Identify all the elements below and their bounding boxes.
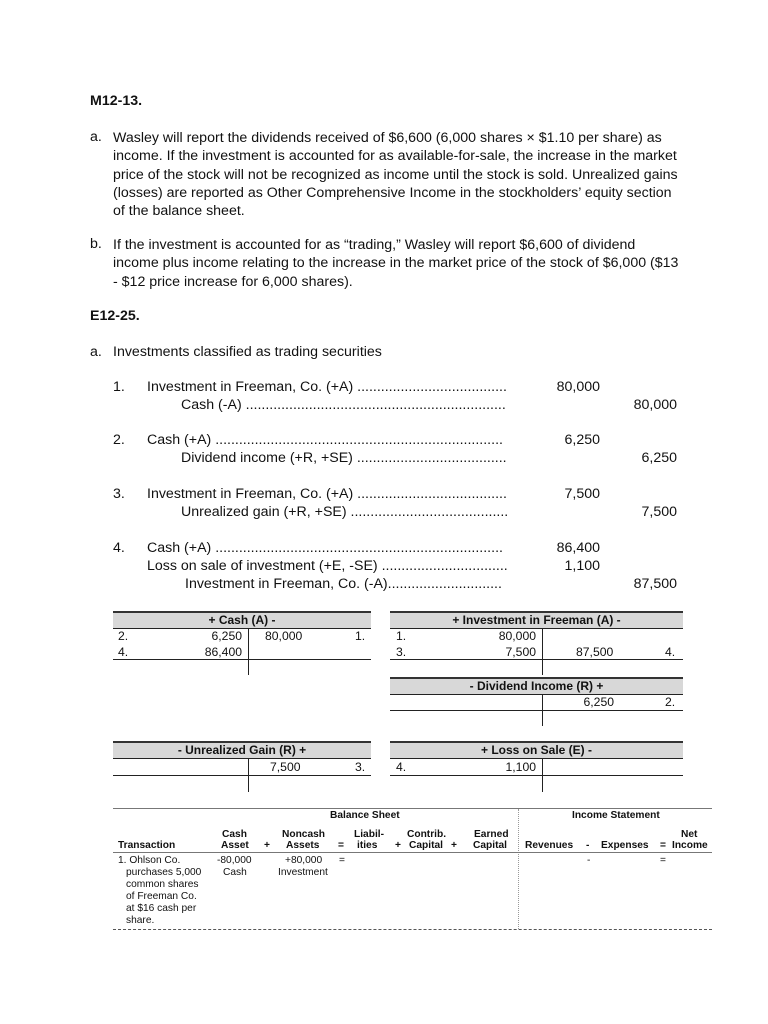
t-account-cash-title: + Cash (A) - xyxy=(113,611,371,628)
t-ref: 4. xyxy=(118,645,129,659)
col-plus-2: + xyxy=(395,840,401,851)
noncash-effect-note: Investment xyxy=(278,867,328,878)
effects-top-rule xyxy=(113,808,712,809)
t-account-rule xyxy=(113,775,371,776)
entry-debit-amount: 6,250 xyxy=(564,432,600,448)
minus-sign: - xyxy=(587,855,591,866)
col-net-income-2: Income xyxy=(672,840,708,851)
noncash-effect: +80,000 xyxy=(285,855,323,866)
t-credit: 7,500 xyxy=(270,760,301,774)
col-liabilities-2: ities xyxy=(357,840,378,851)
t-account-divider xyxy=(248,628,249,675)
t-ref: 3. xyxy=(355,760,366,774)
t-account-dividend-title: - Dividend Income (R) + xyxy=(390,677,683,694)
t-account-rule xyxy=(113,758,371,759)
entry-debit-account: Cash (+A) ......................................................................... xyxy=(147,540,503,556)
entry-credit-account: Dividend income (+R, +SE) ...................................... xyxy=(181,450,507,466)
col-cash-2: Asset xyxy=(221,840,249,851)
t-ref: 2. xyxy=(665,695,676,709)
t-account-rule xyxy=(390,659,683,660)
entry-number: 3. xyxy=(113,486,125,502)
t-credit: 80,000 xyxy=(265,629,303,643)
m1213-a-letter: a. xyxy=(90,129,102,145)
col-liabilities-1: Liabil- xyxy=(354,829,384,840)
t-account-rule xyxy=(113,628,371,629)
m1213-heading: M12-13. xyxy=(90,93,143,109)
t-account-loss-title: + Loss on Sale (E) - xyxy=(390,741,683,758)
entry-debit-account: Investment in Freeman, Co. (+A) ...................................... xyxy=(147,486,507,502)
e1225-a-letter: a. xyxy=(90,344,102,360)
t-ref: 1. xyxy=(396,629,407,643)
t-ref: 3. xyxy=(396,645,407,659)
t-ref: 2. xyxy=(118,629,129,643)
t-debit: 6,250 xyxy=(211,629,242,643)
col-equals-2: = xyxy=(660,840,666,851)
t-account-rule xyxy=(390,694,683,695)
col-minus: - xyxy=(586,840,590,851)
entry-debit-amount: 1,100 xyxy=(564,558,600,574)
t-debit: 1,100 xyxy=(505,760,536,774)
entry-debit-account: Loss on sale of investment (+E, -SE) ................................ xyxy=(147,558,508,574)
e1225-heading: E12-25. xyxy=(90,308,140,324)
col-net-income-1: Net xyxy=(681,829,698,840)
entry-number: 4. xyxy=(113,540,125,556)
entry-credit-amount: 6,250 xyxy=(641,450,677,466)
entry-credit-account: Unrealized gain (+R, +SE) ........................................ xyxy=(181,504,509,520)
t-account-rule xyxy=(390,758,683,759)
t-ref: 4. xyxy=(396,760,407,774)
col-plus: + xyxy=(264,840,270,851)
t-credit: 6,250 xyxy=(583,695,614,709)
entry-debit-account: Investment in Freeman, Co. (+A) ...................................... xyxy=(147,379,507,395)
col-noncash-2: Assets xyxy=(286,840,320,851)
entry-number: 1. xyxy=(113,379,125,395)
col-contrib-1: Contrib. xyxy=(407,829,447,840)
col-transaction: Transaction xyxy=(118,840,176,851)
t-account-investment-title: + Investment in Freeman (A) - xyxy=(390,611,683,628)
col-earned-1: Earned xyxy=(474,829,509,840)
balance-sheet-title: Balance Sheet xyxy=(330,810,400,821)
col-cash-1: Cash xyxy=(222,829,247,840)
effects-section-divider xyxy=(518,809,520,929)
col-expenses: Expenses xyxy=(601,840,649,851)
t-debit: 7,500 xyxy=(505,645,536,659)
income-statement-title: Income Statement xyxy=(572,810,660,821)
entry-credit-amount: 7,500 xyxy=(641,504,677,520)
entry-debit-account: Cash (+A) ......................................................................... xyxy=(147,432,503,448)
entry-credit-account: Cash (-A) .................................................................. xyxy=(181,397,506,413)
entry-debit-amount: 7,500 xyxy=(564,486,600,502)
t-account-rule xyxy=(390,628,683,629)
entry-credit-account: Investment in Freeman, Co. (-A)............................. xyxy=(185,576,502,592)
col-revenues: Revenues xyxy=(525,840,574,851)
equals-sign: = xyxy=(660,855,666,866)
t-account-rule xyxy=(113,659,371,660)
entry-debit-amount: 86,400 xyxy=(556,540,600,556)
transaction-line: of Freeman Co. xyxy=(126,891,197,902)
t-account-rule xyxy=(390,710,683,711)
m1213-b-text: If the investment is accounted for as “trading,” Wasley will report $6,600 of dividend income plus income relating to the increase in the market price of the stock of $6,000 ($13 - $12 price increase for 6,000 shares). xyxy=(113,237,679,290)
m1213-a-text: Wasley will report the dividends received of $6,600 (6,000 shares × $1.10 per share) as income. If the investment is accounted for as available-for-sale, the increase in the market price of the stock will not be recognized as income until the stock is sold. Unrealized gains (losses) are reported as Other Comprehensive Income in the stockholders’ equity section of the balance sheet. xyxy=(113,130,678,220)
transaction-line: purchases 5,000 xyxy=(126,867,202,878)
transaction-line: at $16 cash per xyxy=(126,903,197,914)
t-account-divider xyxy=(542,628,543,675)
m1213-b-letter: b. xyxy=(90,236,102,252)
equals-sign: = xyxy=(339,855,345,866)
entry-credit-amount: 87,500 xyxy=(633,576,677,592)
cash-effect: -80,000 xyxy=(217,855,252,866)
cash-effect-note: Cash xyxy=(223,867,247,878)
col-contrib-2: Capital xyxy=(409,840,443,851)
transaction-line: 1. Ohlson Co. xyxy=(118,855,181,866)
t-credit: 87,500 xyxy=(576,645,614,659)
t-account-unrealized-title: - Unrealized Gain (R) + xyxy=(113,741,371,758)
col-plus-3: + xyxy=(451,840,457,851)
effects-bottom-rule xyxy=(113,929,712,931)
col-earned-2: Capital xyxy=(473,840,507,851)
col-noncash-1: Noncash xyxy=(282,829,326,840)
transaction-line: common shares xyxy=(126,879,199,890)
transaction-line: share. xyxy=(126,915,155,926)
entry-number: 2. xyxy=(113,432,125,448)
t-debit: 80,000 xyxy=(498,629,536,643)
effects-header-rule xyxy=(113,852,712,853)
t-debit: 86,400 xyxy=(204,645,242,659)
t-account-rule xyxy=(390,775,683,776)
col-equals: = xyxy=(338,840,344,851)
entry-debit-amount: 80,000 xyxy=(556,379,600,395)
t-ref: 1. xyxy=(355,629,366,643)
t-ref: 4. xyxy=(665,645,676,659)
entry-credit-amount: 80,000 xyxy=(633,397,677,413)
e1225-a-text: Investments classified as trading securities xyxy=(113,344,382,360)
